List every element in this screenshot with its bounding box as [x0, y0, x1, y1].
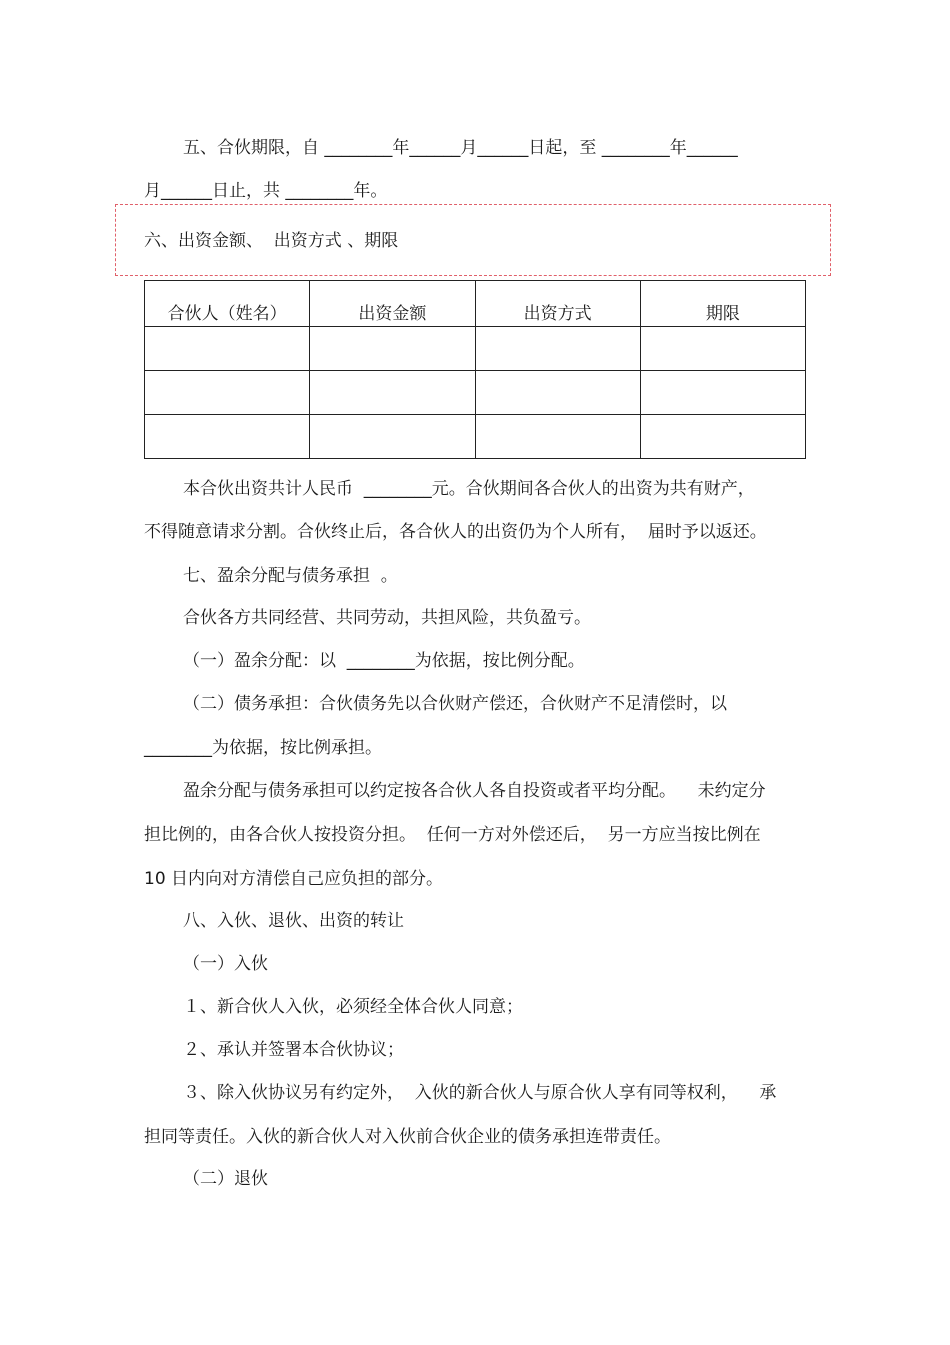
table-cell[interactable] — [310, 415, 475, 459]
section-8-heading: 八、入伙、退伙、出资的转让 — [183, 911, 404, 931]
term-clause-line1: 五、合伙期限，自 ________年______月______日起，至 ________年______ — [183, 138, 738, 158]
allocation-note-line2: 担比例的，由各合伙人按投资分担。 任何一方对外偿还后， 另一方应当按比例在 — [144, 825, 761, 845]
section-6-heading: 六、出资金额、 出资方式 、期限 — [144, 231, 399, 251]
surplus-distribution: （一）盈余分配：以 ________为依据，按比例分配。 — [183, 651, 585, 671]
section-7-intro: 合伙各方共同经营、共同劳动，共担风险，共负盈亏。 — [183, 608, 591, 628]
table-cell[interactable] — [475, 327, 640, 371]
table-cell[interactable] — [475, 371, 640, 415]
debt-bearing-line2: ________为依据，按比例承担。 — [144, 738, 382, 758]
total-contribution-line2: 不得随意请求分割。合伙终止后，各合伙人的出资仍为个人所有， 届时予以返还。 — [144, 522, 767, 542]
withdrawal-subheading: （二）退伙 — [183, 1169, 268, 1189]
joining-subheading: （一）入伙 — [183, 954, 268, 974]
total-contribution-line1: 本合伙出资共计人民币 ________元。合伙期间各合伙人的出资为共有财产， — [183, 479, 755, 499]
joining-item-1: １、新合伙人入伙，必须经全体合伙人同意； — [183, 997, 523, 1017]
table-header-row — [145, 281, 806, 327]
table-cell[interactable] — [145, 415, 310, 459]
table-cell[interactable] — [475, 415, 640, 459]
table-cell[interactable] — [640, 327, 805, 371]
term-clause-line2: 月______日止，共 ________年。 — [144, 181, 388, 201]
allocation-note-line3: 10 日内向对方清偿自己应负担的部分。 — [144, 869, 444, 889]
table-cell[interactable] — [145, 327, 310, 371]
table-row — [145, 415, 806, 459]
table-row — [145, 327, 806, 371]
col-term: 期限 — [640, 281, 805, 327]
table-cell[interactable] — [640, 415, 805, 459]
col-amount: 出资金额 — [310, 281, 475, 327]
col-partner-name: 合伙人（姓名） — [145, 281, 310, 327]
joining-item-2: ２、承认并签署本合伙协议； — [183, 1040, 404, 1060]
allocation-note-line1: 盈余分配与债务承担可以约定按各合伙人各自投资或者平均分配。 未约定分 — [183, 781, 766, 801]
joining-item-3-line2: 担同等责任。入伙的新合伙人对入伙前合伙企业的债务承担连带责任。 — [144, 1127, 671, 1147]
table-cell[interactable] — [310, 327, 475, 371]
table-cell[interactable] — [145, 371, 310, 415]
table-cell[interactable] — [640, 371, 805, 415]
contribution-table — [144, 280, 806, 459]
col-method: 出资方式 — [475, 281, 640, 327]
debt-bearing-line1: （二）债务承担：合伙债务先以合伙财产偿还，合伙财产不足清偿时，以 — [183, 694, 727, 714]
joining-item-3-line1: ３、除入伙协议另有约定外， 入伙的新合伙人与原合伙人享有同等权利， 承 — [183, 1083, 777, 1103]
table-row — [145, 371, 806, 415]
table-cell[interactable] — [310, 371, 475, 415]
section-7-heading: 七、盈余分配与债务承担 。 — [183, 566, 398, 586]
